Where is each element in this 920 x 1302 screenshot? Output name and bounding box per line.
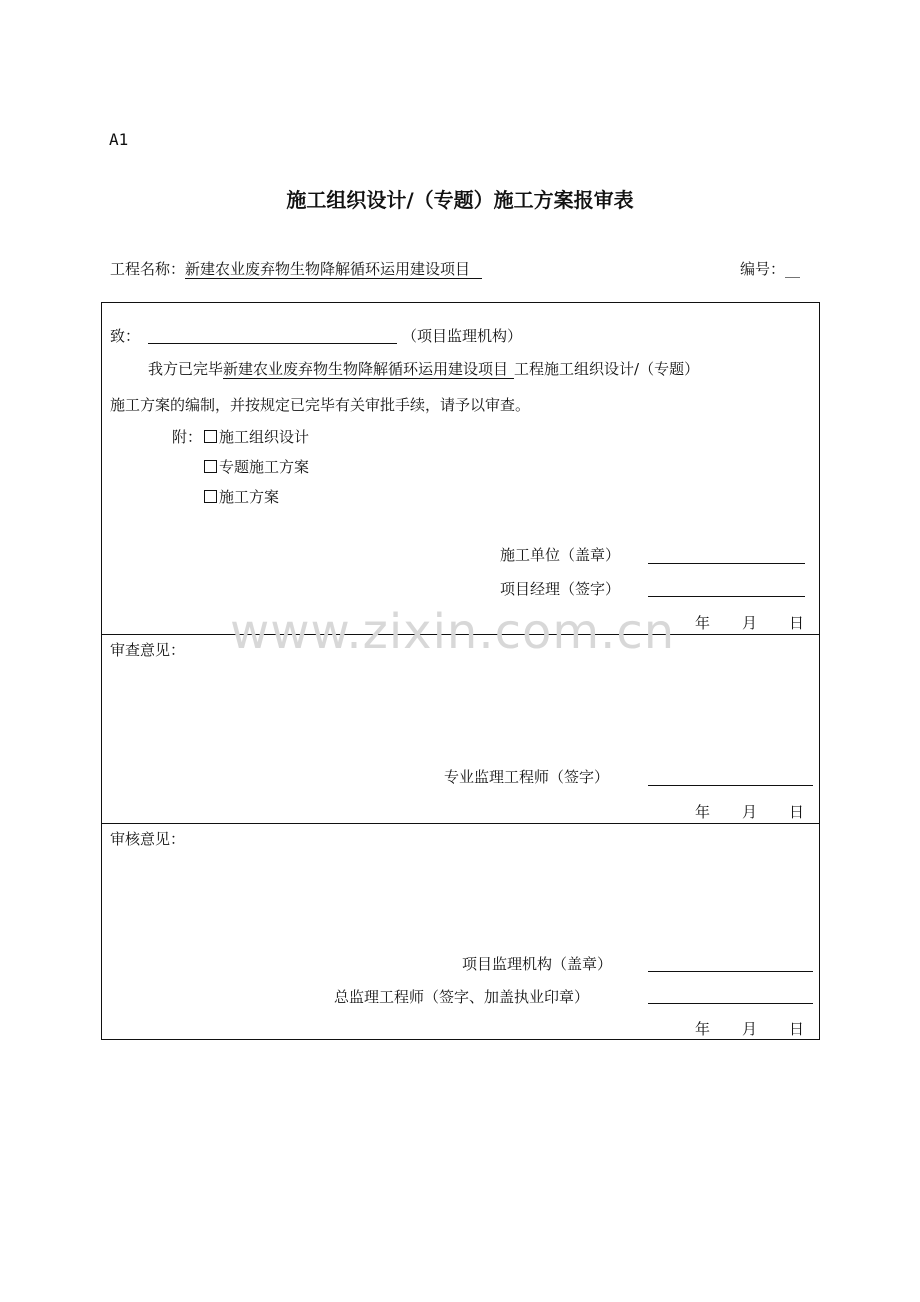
statement-prefix: 我方已完毕 xyxy=(148,360,224,378)
date-year: 年 xyxy=(695,803,711,821)
to-label: 致： xyxy=(110,327,141,345)
attachment-item xyxy=(204,426,309,447)
date-day: 日 xyxy=(789,1020,805,1038)
supervision-org-label: 项目监理机构（盖章） xyxy=(462,955,613,973)
specialist-engineer-label: 专业监理工程师（签字） xyxy=(444,768,610,786)
statement-line-1 xyxy=(148,358,699,379)
chief-engineer-label: 总监理工程师（签字、加盖执业印章） xyxy=(334,988,590,1006)
attachment-label: 施工方案 xyxy=(219,488,280,506)
audit-opinion-heading: 审核意见： xyxy=(110,830,186,848)
date-month: 月 xyxy=(742,803,758,821)
watermark: www.zixin.com.cn xyxy=(230,604,676,660)
project-label: 工程名称： xyxy=(110,260,186,278)
number-label: 编号： xyxy=(740,260,786,278)
date-day: 日 xyxy=(789,803,805,821)
attachment-item xyxy=(204,456,309,477)
document-code: A1 xyxy=(109,130,129,149)
attachment-item xyxy=(204,486,279,507)
date-day: 日 xyxy=(789,614,805,632)
to-recipient-line[interactable] xyxy=(148,343,397,344)
chief-engineer-line[interactable] xyxy=(648,1003,813,1004)
number-value: __ xyxy=(785,260,801,278)
date-month: 月 xyxy=(742,1020,758,1038)
attachment-label: 施工组织设计 xyxy=(219,428,310,446)
attachments-label: 附： xyxy=(172,428,203,446)
statement-project: 新建农业废弃物生物降解循环运用建设项目 xyxy=(223,360,514,379)
date-year: 年 xyxy=(695,614,711,632)
project-manager-label: 项目经理（签字） xyxy=(500,580,621,598)
number-row xyxy=(740,258,800,279)
project-name: 新建农业废弃物生物降解循环运用建设项目 xyxy=(185,260,482,279)
section-divider-2 xyxy=(101,823,820,824)
construction-unit-label: 施工单位（盖章） xyxy=(500,546,621,564)
statement-line-2: 施工方案的编制，并按规定已完毕有关审批手续，请予以审查。 xyxy=(110,396,531,414)
to-suffix: （项目监理机构） xyxy=(402,327,523,345)
supervision-org-line[interactable] xyxy=(648,971,813,972)
review-opinion-heading: 审查意见： xyxy=(110,641,186,659)
checkbox[interactable] xyxy=(204,490,217,503)
date-month: 月 xyxy=(742,614,758,632)
construction-unit-line[interactable] xyxy=(648,563,805,564)
date-year: 年 xyxy=(695,1020,711,1038)
checkbox[interactable] xyxy=(204,430,217,443)
document-title: 施工组织设计/（专题）施工方案报审表 xyxy=(286,188,634,212)
attachment-label: 专题施工方案 xyxy=(219,458,310,476)
statement-suffix: 工程施工组织设计/（专题） xyxy=(514,360,700,378)
project-manager-line[interactable] xyxy=(648,596,805,597)
project-name-row xyxy=(110,258,482,279)
specialist-engineer-line[interactable] xyxy=(648,785,813,786)
checkbox[interactable] xyxy=(204,460,217,473)
